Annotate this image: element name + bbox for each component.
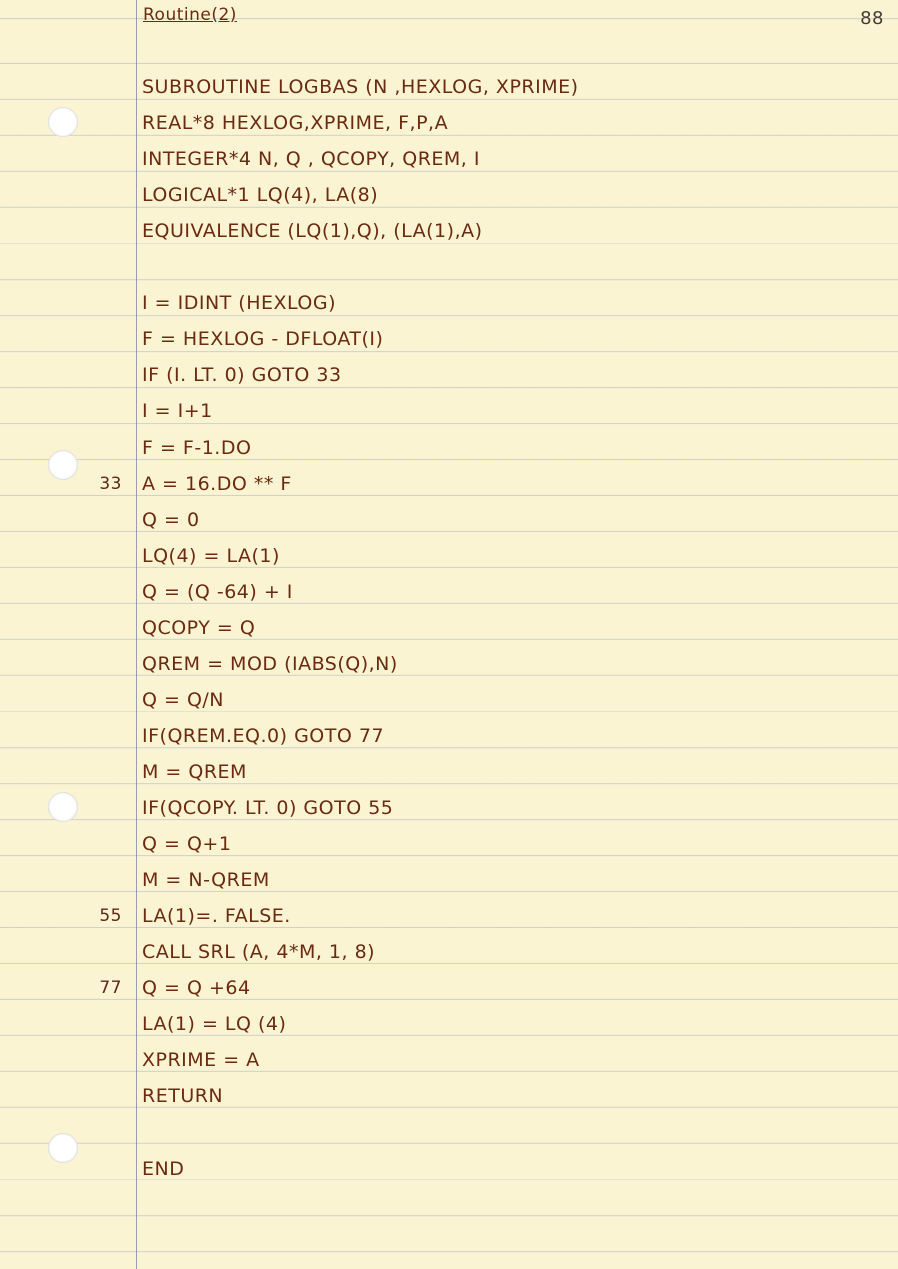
code-line: CALL SRL (A, 4*M, 1, 8) [142,941,376,964]
code-line: Q = 0 [142,508,200,531]
margin-line [136,0,137,1269]
code-line: IF (I. LT. 0) GOTO 33 [142,364,342,387]
code-line: LQ(4) = LA(1) [142,544,280,567]
code-line: I = IDINT (HEXLOG) [142,292,337,315]
statement-label: 33 [99,473,122,494]
code-line: Q = Q+1 [142,833,232,856]
code-line: Q = (Q -64) + I [142,580,293,603]
code-line: SUBROUTINE LOGBAS (N ,HEXLOG, XPRIME) [142,76,579,98]
code-line: LOGICAL*1 LQ(4), LA(8) [142,184,379,207]
code-line: A = 16.DO ** F [142,472,292,495]
code-line: F = HEXLOG - DFLOAT(I) [142,328,384,351]
code-line: END [142,1157,185,1180]
code-line: I = I+1 [142,400,213,423]
code-line: IF(QCOPY. LT. 0) GOTO 55 [142,797,394,819]
statement-label: 55 [99,906,122,927]
code-line: M = QREM [142,760,247,783]
page-title: Routine(2) [143,5,237,25]
code-line: Q = Q +64 [142,977,251,1000]
code-line: Q = Q/N [142,688,225,711]
code-line: QREM = MOD (IABS(Q),N) [142,652,398,675]
statement-label: 77 [99,978,122,999]
punch-hole [48,450,78,480]
code-line: LA(1)=. FALSE. [142,905,291,928]
punch-hole [48,1133,78,1163]
code-line: RETURN [142,1085,224,1108]
punch-hole [48,107,78,137]
code-line: INTEGER*4 N, Q , QCOPY, QREM, I [142,148,480,171]
code-line: M = N-QREM [142,869,270,892]
code-line: LA(1) = LQ (4) [142,1013,287,1036]
page-number: 88 [860,8,884,29]
code-line: REAL*8 HEXLOG,XPRIME, F,P,A [142,112,449,135]
code-line: IF(QREM.EQ.0) GOTO 77 [142,724,385,747]
code-line: QCOPY = Q [142,616,256,639]
code-line: EQUIVALENCE (LQ(1),Q), (LA(1),A) [142,220,483,243]
code-line: F = F-1.DO [142,436,252,459]
punch-hole [48,792,78,822]
code-line: XPRIME = A [142,1049,260,1072]
